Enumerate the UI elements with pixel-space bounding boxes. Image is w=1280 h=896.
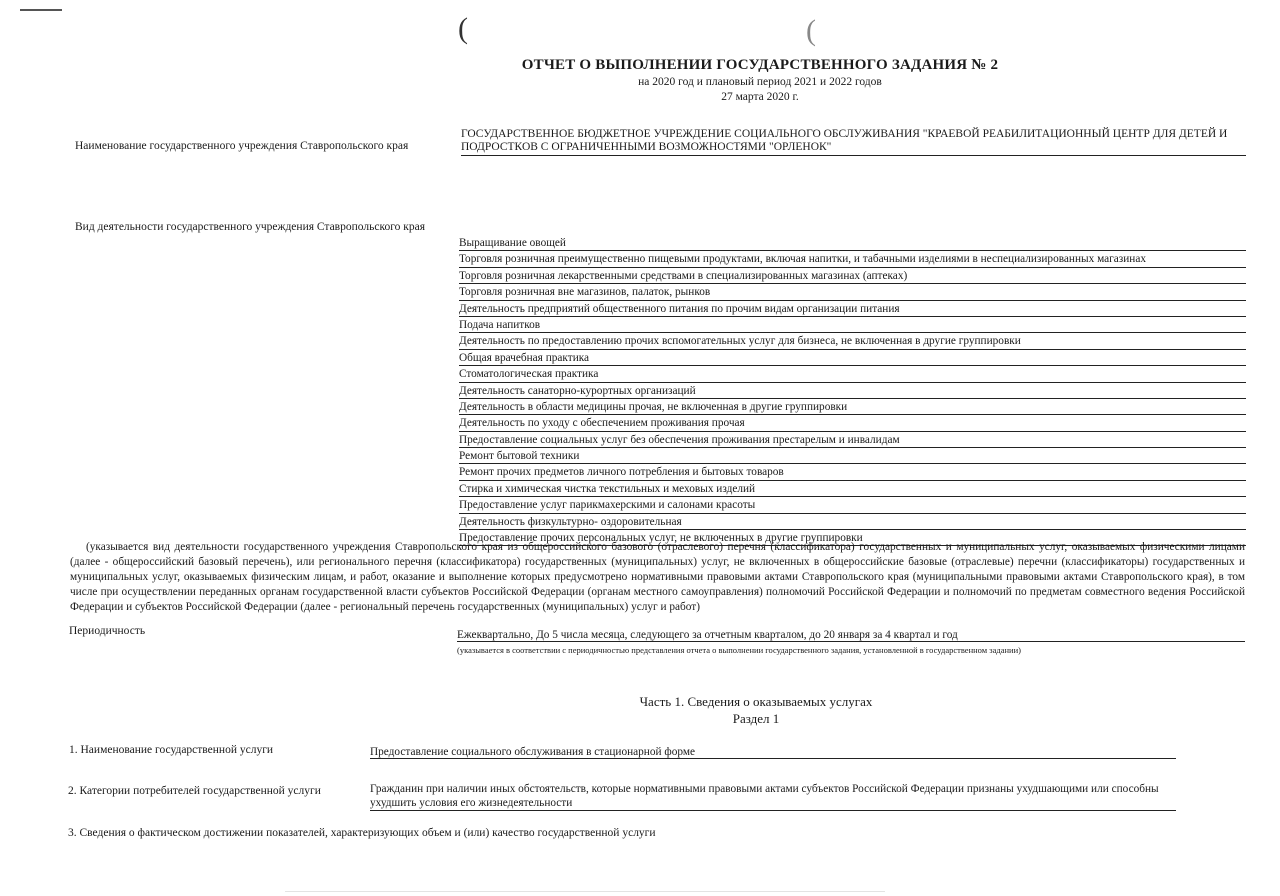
activity-item: Деятельность по уходу с обеспечением проживания прочая (459, 416, 1246, 431)
service-name-label: 1. Наименование государственной услуги (69, 744, 274, 756)
periodicity-label: Периодичность (69, 625, 146, 637)
activity-item: Предоставление прочих персональных услуг, не включенных в другие группировки (459, 531, 1246, 546)
punch-hole-mark: ( (806, 14, 816, 47)
activity-note-text: (указывается вид деятельности государственного учреждения Ставропольского края из общероссийского базового (отраслевого) перечня (классификатора) государственных и муниципальных услуг, оказываемых физическими лицами (далее - общероссийский базовый перечень), или регионального перечня (классификатора) государственных (муниципальных) услуг, не включенных в общероссийские базовые (отраслевые) перечни (классификаторы) государственных и муниципальных услуг, оказываемых физическим лицам, и работ, оказание и выполнение которых предусмотрено нормативными правовыми актами Ставропольского края (муниципальными правовыми актами Ставропольского края), в том числе при осуществлении переданных органам государственной власти субъектов Российской Федерации (органам местного самоуправления) полномочий Российской Федерации и полномочий по предметам совместного ведения Российской Федерации и субъектов Российской Федерации (далее - региональный перечень государственных (муниципальных) услуг и работ) (70, 541, 1245, 613)
section-title: Раздел 1 (732, 711, 780, 726)
scan-mark (20, 9, 62, 11)
activity-item: Стоматологическая практика (459, 367, 1246, 382)
activity-label: Вид деятельности государственного учреждения Ставропольского края (75, 221, 425, 233)
activity-item: Стирка и химическая чистка текстильных и меховых изделий (459, 482, 1246, 497)
report-date: 27 марта 2020 г. (721, 91, 799, 103)
activity-item: Ремонт бытовой техники (459, 449, 1246, 464)
activity-item: Деятельность предприятий общественного питания по прочим видам организации питания (459, 302, 1246, 317)
activity-item: Деятельность физкультурно- оздоровительная (459, 515, 1246, 530)
activity-item: Деятельность санаторно-курортных организаций (459, 384, 1246, 399)
activity-item: Общая врачебная практика (459, 351, 1246, 366)
periodicity-value: Ежеквартально, До 5 числа месяца, следующего за отчетным кварталом, до 20 января за 4 квартал и год (457, 629, 1245, 642)
activity-item: Деятельность по предоставлению прочих вспомогательных услуг для бизнеса, не включенная в другие группировки (459, 334, 1246, 349)
activity-item: Торговля розничная лекарственными средствами в специализированных магазинах (аптеках) (459, 269, 1246, 284)
scan-edge-line (285, 891, 885, 892)
institution-name: ГОСУДАРСТВЕННОЕ БЮДЖЕТНОЕ УЧРЕЖДЕНИЕ СОЦИАЛЬНОГО ОБСЛУЖИВАНИЯ "КРАЕВОЙ РЕАБИЛИТАЦИОННЫЙ ЦЕНТР ДЛЯ ДЕТЕЙ И ПОДРОСТКОВ С ОГРАНИЧЕННЫМИ ВОЗМОЖНОСТЯМИ "ОРЛЕНОК" (461, 128, 1246, 156)
activity-item: Предоставление услуг парикмахерскими и салонами красоты (459, 498, 1246, 513)
activity-item: Предоставление социальных услуг без обеспечения проживания престарелым и инвалидам (459, 433, 1246, 448)
activity-item: Деятельность в области медицины прочая, не включенная в другие группировки (459, 400, 1246, 415)
consumer-category-label: 2. Категории потребителей государственной услуги (68, 785, 321, 797)
activity-item: Подача напитков (459, 318, 1246, 333)
activity-item: Выращивание овощей (459, 236, 1246, 251)
part-title: Часть 1. Сведения о оказываемых услугах (639, 694, 873, 709)
report-subtitle: на 2020 год и плановый период 2021 и 2022 годов (638, 76, 882, 88)
activity-item: Ремонт прочих предметов личного потребления и бытовых товаров (459, 465, 1246, 480)
report-title: ОТЧЕТ О ВЫПОЛНЕНИИ ГОСУДАРСТВЕННОГО ЗАДАНИЯ № 2 (521, 57, 999, 73)
activity-item: Торговля розничная преимущественно пищевыми продуктами, включая напитки, и табачными изделиями в неспециализированных магазинах (459, 252, 1246, 267)
consumer-category-value: Гражданин при наличии иных обстоятельств, которые нормативными правовыми актами субъектов Российской Федерации признаны ухудшающими или способны ухудшить условия его жизнедеятельности (370, 782, 1176, 811)
punch-hole-mark: ( (458, 12, 468, 45)
institution-label: Наименование государственного учреждения Ставропольского края (75, 140, 409, 152)
activity-note (70, 540, 1245, 616)
periodicity-note: (указывается в соответствии с периодичностью представления отчета о выполнении государственного задания, установленной в государственном задании) (457, 645, 1021, 655)
service-name-value: Предоставление социального обслуживания в стационарной форме (370, 746, 1176, 759)
activity-item: Торговля розничная вне магазинов, палаток, рынков (459, 285, 1246, 300)
activity-list (459, 236, 1246, 547)
indicators-label: 3. Сведения о фактическом достижении показателей, характеризующих объем и (или) качество государственной услуги (68, 827, 656, 839)
